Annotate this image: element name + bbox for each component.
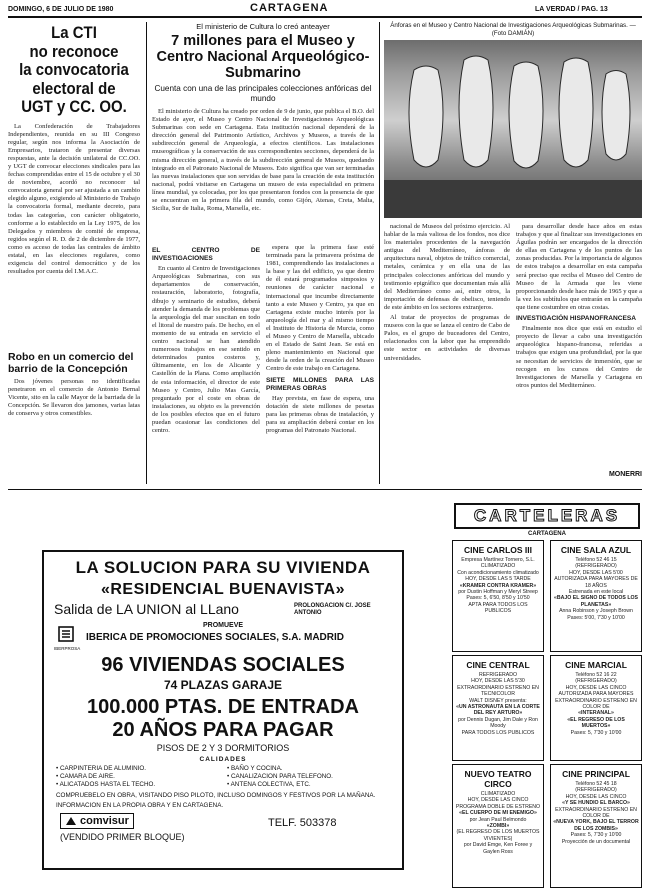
- cine-line: Pases: 5, 6'50, 8'50 y 10'50: [466, 595, 530, 602]
- cine-line: por Dustin Hoffman y Meryl Streep: [458, 589, 538, 596]
- header-paper: LA VERDAD / PAG. 13: [535, 6, 608, 13]
- cine-name: CINE PRINCIPAL: [562, 769, 630, 779]
- header-section: CARTAGENA: [250, 2, 329, 14]
- calidad-item: • CANALIZACION PARA TELEFONO.: [227, 773, 333, 780]
- cine-line: (EL REGRESO DE LOS MUERTOS VIVIENTES): [456, 829, 540, 842]
- cine-box: [452, 655, 544, 761]
- ad-salida-prefix: Salida de: [54, 601, 113, 617]
- cine-line: HOY, DESDE LAS 5'30: [471, 678, 525, 685]
- ad-footer: [44, 813, 402, 847]
- main-col-1: [152, 244, 260, 502]
- ad-comprobelo: COMPRUEBELO EN OBRA, VISITANDO PISO PILOTO, INCLUSO DOMINGOS Y FESTIVOS POR LA MAÑANA.: [56, 792, 376, 799]
- cine-name: CINE SALA AZUL: [560, 545, 632, 555]
- right-byline: MONERRI: [608, 471, 642, 478]
- right-col2-subhead: INVESTIGACIÓN HISPANOFRANCESA: [516, 315, 637, 323]
- main-columns: [152, 244, 374, 502]
- ad-calidades-grid: [56, 765, 390, 789]
- cine-line: PARA TODOS LOS PUBLICOS: [461, 729, 535, 736]
- calidad-text: ALICATADOS HASTA EL TECHO.: [59, 781, 156, 788]
- cine-box: [550, 764, 642, 888]
- calidad-text: BAÑO Y COCINA.: [230, 765, 283, 772]
- amphorae-illustration: [384, 40, 642, 218]
- right-col1-text: nacional de Museos del próximo ejercicio. Al hablar de la más valiosa de los fondos, nos dice los materiales procedentes de la navegación antigua del Mediterráneo, ánforas de arquitectura naval, objetos de tráfico comercial, metales, cerámica y en ella una de las principales colecciones anfóricas del mundo y testimonio epigráfico que documentan más allá del Mediterráneo como así, entre otros, la importación de defensas de obelisco, teniendo de este ámbito en los sectores extranjeros.: [384, 223, 510, 311]
- comvisur-brand: comvisur: [80, 815, 129, 827]
- calidad-item: • ANTENA COLECTIVA, ETC.: [227, 781, 311, 788]
- carteleras-city: CARTAGENA: [528, 531, 566, 537]
- cine-line: APTA PARA TODOS LOS PUBLICOS: [468, 601, 528, 615]
- right-col-2: [516, 223, 642, 471]
- cine-line: EXTRAORDINARIO ESTRENO EN TECNICOLOR: [457, 684, 539, 698]
- ad-informacion: INFORMACION EN LA PROPIA OBRA Y EN CARTAGENA.: [56, 802, 224, 809]
- cine-line: por David Emge, Ken Foree y Gaylen Ross: [463, 842, 533, 855]
- right-columns: [384, 223, 642, 471]
- left-headline-line: La CTI: [51, 23, 97, 42]
- comvisur-icon: [65, 816, 77, 826]
- ad-company-row: [44, 629, 402, 653]
- left-headline: [16, 24, 132, 117]
- header-rule: [8, 16, 642, 18]
- main-kicker: El ministerio de Cultura lo creó anteayer: [196, 22, 330, 31]
- ad-entrada: 100.000 PTAS. DE ENTRADA: [87, 696, 359, 718]
- cine-line: (REFRIGERADO): [575, 787, 617, 794]
- cine-box: [550, 540, 642, 652]
- cine-line: por Dennis Dugan, Jim Dale y Ron Moody: [458, 716, 538, 730]
- calidad-text: CARPINTERIA DE ALUMINIO.: [59, 765, 147, 772]
- cine-line: AUTORIZADA PARA MAYORES: [558, 691, 634, 698]
- ad-plazas: 74 PLAZAS GARAJE: [163, 678, 283, 692]
- main-col-2: [266, 244, 374, 502]
- calidad-item: • CAMARA DE AIRE.: [56, 773, 115, 780]
- right-col1-text2: Al tratar de proyectos de programas de museos con la que se lanza el centro de Cabo de Palos, es el grupo de buceadores del Centro, relacionados con la labor que ha emprendido este sector en actividades de diversas universidades.: [384, 314, 510, 362]
- main-lead: [152, 108, 374, 240]
- ad-salida: [44, 601, 402, 621]
- left-headline-line: UGT y CC. OO.: [21, 97, 127, 116]
- right-col2-text: para desarrollar desde hace años en estas trabajos y que al finalizar sus investigaciones en Águilas podrán ser encargados de la dirección de ellas en Cartagena y de los puntos de las zonas producidas. Por la importancia de algunos de estos trabajos a desarrollar en esta campaña será preciso que reciba el Museo del Centro de Museo de la Armada que les viene proporcionando desde hace más de 1965 y que a la vez los subtítulos que entrarán en la campaña que tiene costumbre en otras costas.: [516, 223, 642, 311]
- cine-line: AUTORIZADA PARA MAYORES DE 18 AÑOS: [554, 576, 638, 589]
- ad-residencial-buenavista: [42, 550, 404, 870]
- cine-line: «ZOMBI»: [486, 823, 510, 830]
- header-date: DOMINGO, 6 DE JULIO DE 1980: [8, 6, 114, 13]
- cine-line: (REFRIGERADO): [575, 678, 617, 685]
- main-col1-subhead: EL CENTRO DE INVESTIGACIONES: [152, 247, 260, 263]
- left-second-headline: Robo en un comercio del barrio de la Concepción: [8, 350, 134, 375]
- main-lead-text: El ministerio de Cultura ha creado por orden de 9 de junio, que publica el B.O. del Estado de ayer, el Museo y Centro Nacional de Investigaciones Arqueológicas Submarinas con sede en Cartagena. Esta institución nacional dependerá de la dirección general del Patrimonio Artístico, Archivos y Museos, a través de la subdirección general de Arqueología, a efectos científicos. Las instalaciones museográficas y la conservación de sus correspondientes secciones, dependerá de la misma dirección general, a través de la subdirección general de Museos, quedando integrado en el Patronato Nacional de Museos. Esto significa que van ser terminadas las nuevas instalaciones que son servidas de base para la creación de esta institución nacional, podrá visitarse en Cartagena un museo de esta especialidad en primera línea mundial, ya colocadas, por los que presentaron fondos con la presencia de que se encuentran en la primera fila del mundo, como Gijón, Atenas, Creta, Malta, Sicilia, Sur de Italia, Roma, Marsella, etc.: [152, 108, 374, 213]
- carteleras-title-box: [454, 503, 640, 529]
- carteleras-section: [454, 503, 640, 537]
- ad-salida-place: LA UNION al LLano: [116, 601, 239, 617]
- calidad-text: CANALIZACION PARA TELEFONO.: [230, 773, 333, 780]
- cine-line: Empresa Martínez Tornero, S.L.: [461, 557, 535, 563]
- amphorae-photo: [384, 40, 642, 218]
- left-second-body: [8, 378, 140, 450]
- divider-right: [379, 22, 380, 484]
- calidad-text: CAMARA DE AIRE.: [59, 773, 115, 780]
- main-col1-text: En cuanto al Centro de Investigaciones Arqueológicas Submarinas, con sus departamentos de conservación, restauración, laboratorio, fotografía, dibujo y seminario de estudios, deberá atender la demanda de los problemas que la arqueología del mar suscitan en todo el litoral de nuestro país. De hecho, en el momento de su entrada en servicio el centro nacional se han atendido numerosos trabajos en ese sentido en determinados puntos costeros y, últimamente, en los de Alicante y Castellón de la Plana. Como ampliación de esta información, el director de este Museo y Centro, Julio Mas García, preguntado por el coste en obras de instalaciones, su objeto es la prevención de los posibles efectos que en el futuro puedan ocasionar las condiciones del centro.: [152, 265, 260, 435]
- cine-line: Pases: 5'00, 7'30 y 10'00: [567, 614, 625, 621]
- cine-box: [452, 540, 544, 652]
- right-col-1: [384, 223, 510, 471]
- ad-vendido: (VENDIDO PRIMER BLOQUE): [60, 832, 185, 842]
- left-headline-line: la convocatoria: [19, 60, 129, 79]
- ad-viviendas: 96 VIVIENDAS SOCIALES: [101, 654, 345, 676]
- ad-company: IBERICA DE PROMOCIONES SOCIALES, S.A. MADRID: [86, 632, 344, 643]
- right-col2-text2: Finalmente nos dice que está en estudio el proyecto de llevar a cabo una investigación arqueológica hispano-francesa, referidas a trabajos que exigen una profundidad, por la que se necesitan de servicios de inmersión, que se recogen en los cursos del Centro de Investigaciones de Marsella y Cartagena en otros puntos del Mediterráneo.: [516, 325, 642, 389]
- cine-line: Teléfono 52 16 22: [575, 672, 617, 678]
- carteleras-title: CARTELERAS: [473, 506, 621, 525]
- ad-calidades-title: CALIDADES: [199, 756, 247, 763]
- cine-line: HOY, DESDE LAS CINCO: [467, 797, 529, 804]
- comvisur-logo: [60, 813, 134, 829]
- cine-box: [452, 764, 544, 888]
- cine-line: Anna Robinson y Joseph Brown: [559, 608, 633, 615]
- photo-caption: Ánforas en el Museo y Centro Nacional de Investigaciones Arqueológicas Submarinas. — (Foto DAMIÁN): [390, 22, 636, 37]
- cine-line: CLIMATIZADO: [480, 563, 516, 570]
- cine-name: CINE CENTRAL: [466, 660, 530, 670]
- ad-promueve: PROMUEVE: [202, 622, 244, 629]
- cine-line: Proyección de un documental: [561, 838, 631, 845]
- cine-name: NUEVO TEATRO CIRCO: [464, 769, 532, 789]
- building-icon: [57, 625, 75, 643]
- cine-line: Teléfono 52 45 18: [575, 781, 617, 787]
- ad-headline: LA SOLUCION PARA SU VIVIENDA: [75, 558, 371, 577]
- cine-line: Estrenada en este local: [568, 589, 624, 596]
- cine-name: CINE CARLOS III: [463, 545, 532, 555]
- left-body: [8, 123, 140, 345]
- cine-line: Pases: 5, 7'30 y 10'00: [570, 832, 622, 839]
- left-body-text: La Confederación de Trabajadores Independientes, reunida en su III Congreso regular, según nos informa la Asociación de Empresarios, trataron de presentar diversas respuestas, ante la decisión unilateral de CC.OO. y UGT de convocar elecciones sindicales para las fechas comprendidas entre el 15 de octubre y el 30 de noviembre, acordó no reconocer tal convocatoria general por ser ajustada a un cambio elegido alguno, exigiendo al Ministerio de Trabajo la convocatoria formal, mediante decreto, para todas las categorías, con carácter obligatorio, conforme a lo establecido en la Ley 1975, de los Delegados y miembros de comité de empresa, regidos según el R. D. de 2 de diciembre de 1977, como es acceso de todas las centrales de ámbito estatal, en las elecciones regulares, como exigencia del control democrático y de los resultados por cuenta del I.M.A.C.: [8, 122, 140, 276]
- left-article: [8, 24, 140, 450]
- ad-residencial: «RESIDENCIAL BUENAVISTA»: [100, 581, 346, 598]
- calidad-item: • CARPINTERIA DE ALUMINIO.: [56, 765, 147, 772]
- cine-line: por Jean Paul Belmondo: [469, 816, 527, 823]
- cine-line: PROGRAMA DOBLE DE ESTRENO: [455, 803, 541, 810]
- left-headline-line: electoral de: [32, 78, 116, 98]
- cine-line: «Y SE HUNDIO EL BARCO»: [562, 800, 630, 807]
- cine-line: «EL CUERPO DE MI ENEMIGO»: [459, 810, 537, 817]
- calidad-text: ANTENA COLECTIVA, ETC.: [230, 781, 311, 788]
- main-col2-text: espera que la primera fase esté terminada para la primavera próxima de 1981, comprendiendo las instalaciones a la base y las del edificio, ya que dentro de él estará programados simposios y reuniones de carácter nacional e internacional que incumbe directamente tanto a este Museo y Centro, ya que en Cartagena existe mucho interés por la arqueología del mar y al mismo tiempo el Instituto de Historia de Murcia, como el Museo y Centro de Marsella, ubicado en el Estado de Saint Jean. Se está en pleno mantenimiento en Nacional que desde la orden de la creación del Museo Centro de este trabajo en Cartagena.: [266, 244, 374, 373]
- cine-name: CINE MARCIAL: [565, 660, 627, 670]
- main-headline: 7 millones para el Museo y Centro Nacional Arqueológico-Submarino: [156, 33, 370, 81]
- cine-line: HOY, DESDE LAS CINCO: [565, 684, 627, 691]
- cine-line: «INTERANAL»: [578, 710, 614, 717]
- section-rule: [8, 489, 642, 490]
- main-article: [152, 22, 374, 502]
- calidad-item: • ALICATADOS HASTA EL TECHO.: [56, 781, 156, 788]
- cine-line: Teléfono 52 46 15: [575, 557, 617, 563]
- cine-line: «NUEVA YORK, BAJO EL TERROR DE LOS ZOMBIS»: [553, 819, 639, 832]
- divider-left: [146, 22, 147, 484]
- logo-label: IBERPROSA: [54, 646, 81, 651]
- cine-line: «UN ASTRONAUTA EN LA CORTE DEL REY ARTURO»: [456, 704, 540, 717]
- main-col2-subhead: SIETE MILLONES PARA LAS PRIMERAS OBRAS: [266, 376, 374, 392]
- cines-col-1: [452, 540, 544, 888]
- main-col2-text2: Hay prevista, en fase de espera, una dotación de siete millones de pesetas para las primeras obras de instalación, y para su ampliación deberá contar en los programas del Patronato Nacional.: [266, 394, 374, 435]
- cine-line: EXTRAORDINARIO ESTRENO EN COLOR DE: [555, 697, 637, 711]
- ad-anos: 20 AÑOS PARA PAGAR: [112, 719, 334, 741]
- cine-line: «KRAMER CONTRA KRAMER»: [459, 582, 537, 589]
- ad-pisos: PISOS DE 2 Y 3 DORMITORIOS: [156, 743, 290, 753]
- cine-line: «EL REGRESO DE LOS MUERTOS»: [567, 716, 625, 730]
- left-headline-line: no reconoce: [29, 41, 119, 61]
- cine-line: Pases: 5, 7'30 y 10'00: [570, 729, 622, 736]
- right-article: [384, 22, 642, 480]
- iberprosa-logo: [54, 625, 81, 651]
- cine-line: CLIMATIZADO: [480, 791, 516, 797]
- cine-line: «BAJO EL SIGNO DE TODOS LOS PLANETAS»: [554, 595, 638, 608]
- cine-line: WALT DISNEY presenta:: [469, 697, 527, 704]
- ad-prolongacion: PROLONGACION C/. JOSE ANTONIO: [294, 603, 371, 616]
- cine-line: HOY, DESDE LAS 5 TARDE: [465, 576, 531, 583]
- cines-col-2: [550, 540, 642, 888]
- cine-box: [550, 655, 642, 761]
- main-subhead: Cuenta con una de las principales colecciones anfóricas del mundo: [154, 84, 372, 103]
- cine-line: (REFRIGERADO): [575, 563, 617, 570]
- calidad-item: • BAÑO Y COCINA.: [227, 765, 283, 772]
- left-second-body-text: Dos jóvenes personas no identificadas penetraron en el comercio de Antonio Bernal Vicente, sito en la calle Mayor de la barriada de la Concepción. Se llevaron dos jamones, varias latas de conserva y otros comestibles.: [8, 377, 140, 417]
- cine-line: EXTRAORDINARIO ESTRENO EN COLOR DE: [555, 806, 637, 820]
- cine-line: Con acondicionamiento climatizado: [457, 569, 539, 576]
- cine-line: HOY, DESDE LAS 5'00: [569, 569, 623, 576]
- cine-line: HOY, DESDE LAS CINCO: [565, 793, 627, 800]
- ad-phone: TELF. 503378: [268, 817, 337, 829]
- cine-line: REFRIGERADO: [478, 672, 518, 678]
